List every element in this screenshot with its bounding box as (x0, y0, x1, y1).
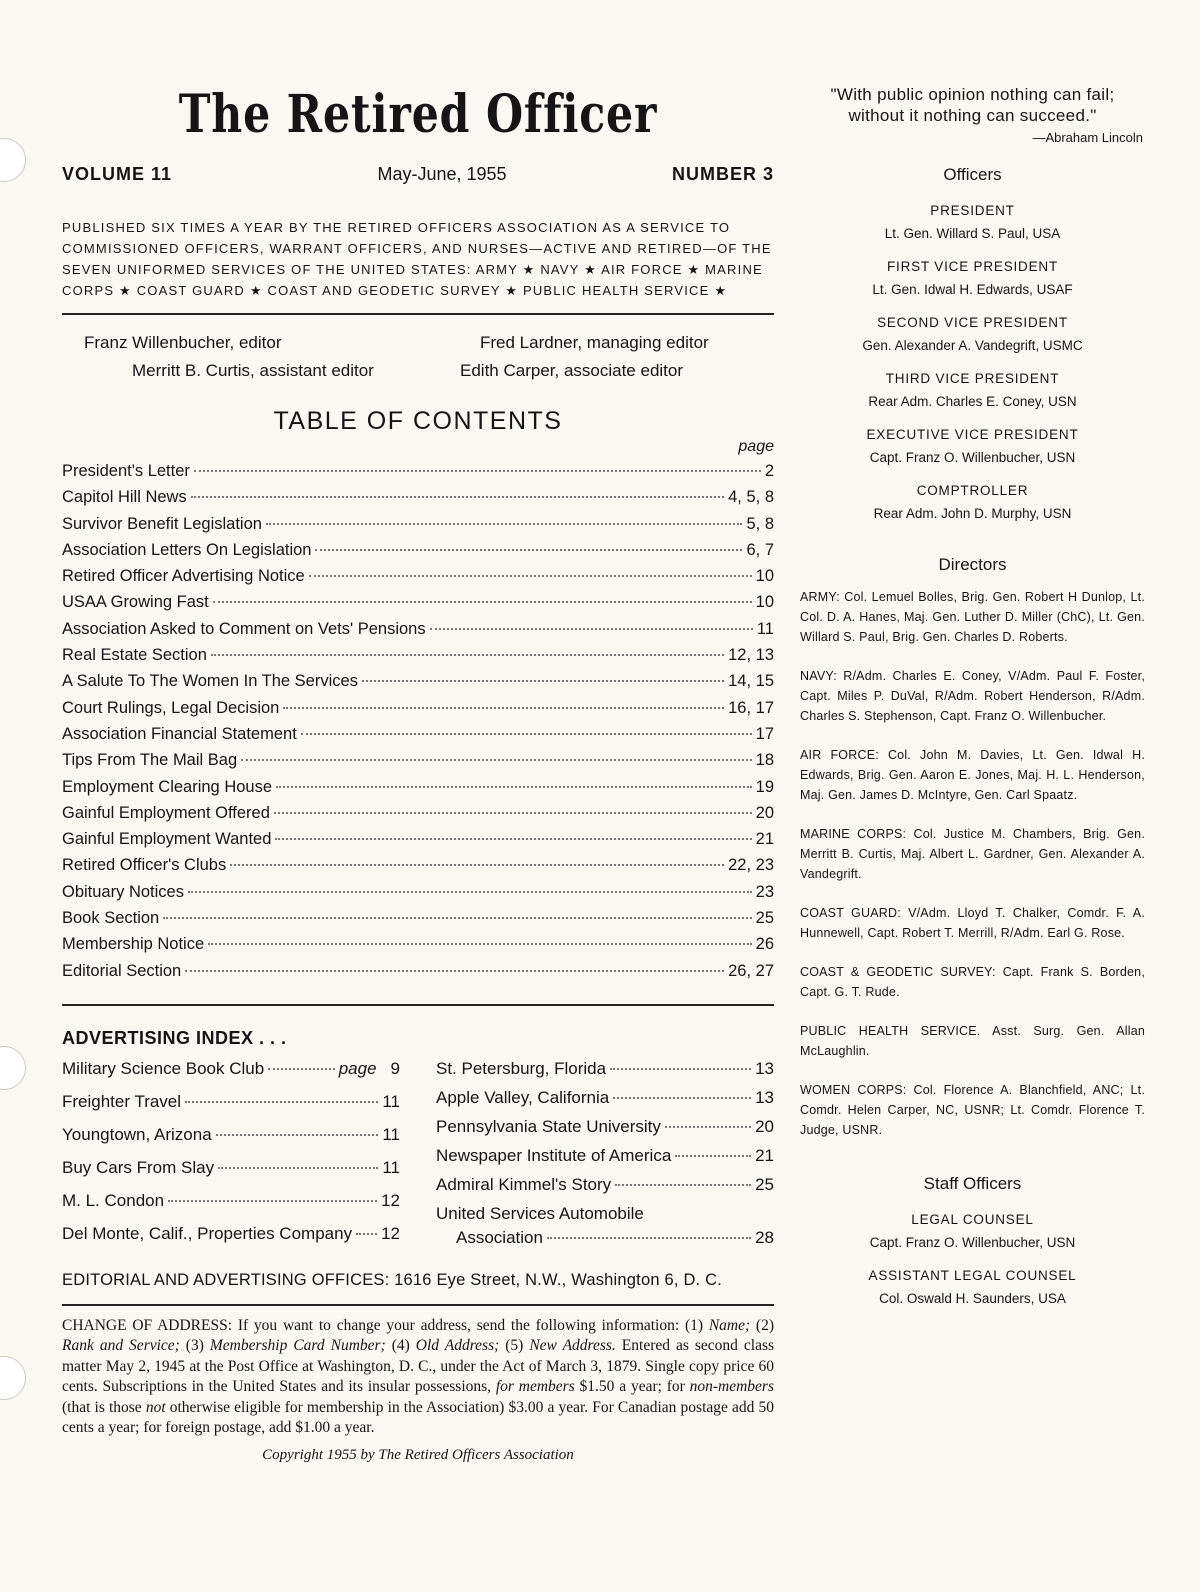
entry-page (382, 1092, 400, 1112)
entry-page (755, 1088, 774, 1108)
entry-label: Freighter Travel (62, 1091, 182, 1111)
page-number: 12 (381, 1223, 400, 1243)
publisher-statement: PUBLISHED SIX TIMES A YEAR BY THE RETIRED OFFICERS ASSOCIATION AS A SERVICE TO COMMISSIONED OFFICERS, WARRANT OFFICERS, AND NURSES—ACTIVE AND RETIRED—OF THE SEVEN UNIFORMED SERVICES OF THE UNITED STATES: ARMY ★ NAVY ★ AIR FORCE ★ MARINE CORPS ★ COAST GUARD ★ COAST AND GEODETIC SURVEY ★ PUBLIC HEALTH SERVICE ★ (62, 220, 772, 298)
leader-dots (168, 1200, 377, 1202)
leader-dots (211, 654, 724, 656)
change-of-address-notice: CHANGE OF ADDRESS: If you want to change your address, send the following information: (1) Name; (2) Rank and Service; (3) Membership Card Number; (4) Old Address; (5) New Address. Entered as second class matter May 2, 1945 at the Post Office at Washington, D. C., under the Act of March 3, 1879. Single copy price 60 cents. Subscriptions in the United States and its insular possessions, for members $1.50 a year; for non-members (that is those not otherwise eligible for membership in the Association) $3.00 a year. For Canadian postage add 50 cents a year; for foreign postage, add $1.00 a year. (62, 1316, 775, 1437)
page-number: 6, 7 (746, 540, 774, 559)
page-number: 18 (755, 751, 774, 770)
page-number: 23 (755, 882, 774, 901)
director-group: MARINE CORPS: Col. Justice M. Chambers, Brig. Gen. Merritt B. Curtis, Maj. Albert L. Gardner, Gen. Alexander A. Vandegrift. (800, 827, 1145, 881)
masthead-title: The Retired Officer (178, 84, 658, 145)
page-number: 10 (755, 593, 774, 612)
entry-page (756, 804, 774, 823)
leader-dots (268, 1068, 335, 1070)
entry-label: M. L. Condon (62, 1190, 165, 1210)
entry-page (381, 1224, 400, 1244)
officer-name: Rear Adm. Charles E. Coney, USN (868, 394, 1077, 409)
entry-label: Retired Officer Advertising Notice (62, 567, 305, 586)
entry-page (728, 646, 774, 665)
entry-page (382, 1158, 400, 1178)
leader-dots (191, 496, 724, 498)
page-number: 25 (755, 909, 774, 928)
page-number: 22, 23 (728, 856, 774, 875)
leader-dots (675, 1155, 751, 1157)
officer-name: Capt. Franz O. Willenbucher, USN (869, 450, 1076, 465)
entry-page (755, 1117, 774, 1137)
page-number: 26, 27 (728, 961, 774, 980)
entry-page (756, 567, 774, 586)
advertising-entry (436, 1059, 774, 1088)
entry-page (746, 515, 774, 534)
entry-page (755, 1146, 774, 1166)
leader-dots (275, 838, 751, 840)
leader-dots (185, 970, 724, 972)
page-number: 25 (755, 1174, 774, 1194)
toc-entry (62, 804, 774, 830)
director-group: COAST & GEODETIC SURVEY: Capt. Frank S. Borden, Capt. G. T. Rude. (800, 965, 1145, 999)
entry-label: USAA Growing Fast (62, 593, 209, 612)
quote-author: —Abraham Lincoln (1032, 130, 1143, 145)
binder-hole-middle (0, 1046, 26, 1090)
officer-title: FIRST VICE PRESIDENT (886, 259, 1059, 274)
staff-name: Col. Oswald H. Saunders, USA (879, 1291, 1066, 1306)
offices-address: EDITORIAL AND ADVERTISING OFFICES: 1616 Eye Street, N.W., Washington 6, D. C. (62, 1270, 723, 1289)
entry-page (756, 883, 774, 902)
entry-page (756, 830, 774, 849)
directors-list (800, 587, 1145, 1140)
divider (62, 313, 774, 315)
toc-entry (62, 751, 774, 777)
officer-title: COMPTROLLER (916, 483, 1029, 498)
entry-page (756, 778, 774, 797)
advertising-entry (436, 1146, 774, 1175)
volume-label: VOLUME 11 (62, 164, 173, 184)
page-number: 2 (764, 462, 774, 480)
advertising-left-column (62, 1059, 400, 1257)
officer-name: Lt. Gen. Idwal H. Edwards, USAF (872, 282, 1073, 297)
entry-label: Editorial Section (62, 961, 182, 980)
entry-page (756, 909, 774, 928)
leader-dots (430, 628, 753, 630)
director-group: ARMY: Col. Lemuel Bolles, Brig. Gen. Robert H Dunlop, Lt. Col. D. A. Hanes, Maj. Gen. Luther D. Miller (ChC), Lt. Gen. Willard S. Paul, Brig. Gen. Charles D. Roberts. (800, 590, 1145, 644)
leader-dots (208, 943, 752, 945)
entry-label: Court Rulings, Legal Decision (62, 698, 280, 717)
leader-dots (218, 1167, 378, 1169)
leader-dots (194, 470, 761, 472)
advertising-entry (436, 1088, 774, 1117)
entry-page (339, 1059, 400, 1079)
director-group: PUBLIC HEALTH SERVICE. Asst. Surg. Gen. Allan McLaughlin. (800, 1024, 1145, 1058)
page-number: 26 (755, 935, 774, 954)
advertising-entry (436, 1117, 774, 1146)
entry-page (746, 541, 774, 560)
entry-label: Del Monte, Calif., Properties Company (62, 1223, 353, 1243)
leader-dots (665, 1126, 751, 1128)
entry-label: Employment Clearing House (62, 777, 273, 796)
leader-dots (213, 601, 752, 603)
officer-name: Gen. Alexander A. Vandegrift, USMC (862, 338, 1083, 353)
leader-dots (276, 786, 752, 788)
advertising-index-title: ADVERTISING INDEX . . . (62, 1027, 287, 1048)
entry-page (765, 462, 774, 481)
issue-date: May-June, 1955 (377, 164, 507, 184)
entry-label: Military Science Book Club (62, 1058, 265, 1078)
leader-dots (283, 707, 724, 709)
managing-editor-name: Fred Lardner, managing editor (480, 333, 709, 352)
entry-label: Gainful Employment Wanted (62, 830, 272, 849)
advertising-entry (62, 1191, 400, 1224)
entry-label: Association Asked to Comment on Vets' Pensions (62, 619, 426, 638)
entry-label: Association Financial Statement (62, 724, 297, 743)
page-number: 16, 17 (728, 698, 774, 717)
right-column (800, 84, 1145, 1306)
director-group: NAVY: R/Adm. Charles E. Coney, V/Adm. Paul F. Foster, Capt. Miles P. DuVal, R/Adm. Robert Henderson, R/Adm. Charles S. Stephenson, Capt. Franz O. Willenbucher. (800, 669, 1145, 723)
leader-dots (356, 1233, 377, 1235)
entry-page (756, 725, 774, 744)
toc-page-header: page (738, 438, 774, 455)
leader-dots (230, 864, 724, 866)
page-number: 11 (756, 619, 774, 638)
entry-label: Survivor Benefit Legislation (62, 514, 262, 533)
leader-dots (266, 523, 743, 525)
toc-entry (62, 830, 774, 856)
entry-label: President's Letter (62, 462, 190, 480)
leader-dots (315, 549, 742, 551)
entry-label: Youngtown, Arizona (62, 1124, 212, 1144)
entry-page (755, 1175, 774, 1195)
entry-page (728, 699, 774, 718)
officer-name: Lt. Gen. Willard S. Paul, USA (884, 226, 1061, 241)
officer-title: THIRD VICE PRESIDENT (885, 371, 1060, 386)
page-number: 11 (382, 1157, 400, 1177)
page-number: 12, 13 (728, 646, 774, 665)
entry-label: Real Estate Section (62, 646, 207, 665)
entry-label: Admiral Kimmel's Story (436, 1174, 612, 1194)
advertising-entry: United Services Automobile (436, 1203, 644, 1223)
toc-entry (62, 883, 774, 909)
entry-label: Tips From The Mail Bag (62, 751, 238, 770)
page-number: 14, 15 (728, 672, 774, 691)
editor-name: Franz Willenbucher, editor (84, 333, 282, 352)
leader-dots (274, 812, 752, 814)
entry-label: Capitol Hill News (62, 488, 187, 507)
advertising-index (62, 1059, 774, 1257)
toc-title: TABLE OF CONTENTS (273, 407, 563, 435)
leader-dots (241, 759, 752, 761)
toc-entry (62, 541, 774, 567)
entry-page (757, 620, 774, 639)
page-word: page (338, 1058, 377, 1078)
entry-page (381, 1191, 400, 1211)
page-number: 11 (382, 1091, 400, 1111)
toc-entry (62, 462, 774, 488)
page-number: 21 (755, 830, 774, 849)
leader-dots (362, 680, 724, 682)
issue-info-row (62, 164, 774, 185)
entry-page (756, 751, 774, 770)
leader-dots (547, 1237, 751, 1239)
page-number: 11 (382, 1124, 400, 1144)
advertising-right-column (436, 1059, 774, 1257)
entry-label: Retired Officer's Clubs (62, 856, 227, 875)
entry-page (756, 593, 774, 612)
entry-label: Apple Valley, California (436, 1087, 610, 1107)
leader-dots (185, 1101, 378, 1103)
issue-number: NUMBER 3 (671, 164, 774, 184)
entry-page (755, 1059, 774, 1079)
toc-entry (62, 567, 774, 593)
entry-page (728, 856, 774, 875)
toc-entry (62, 488, 774, 514)
page-number: 20 (755, 803, 774, 822)
staff-officers-list (800, 1212, 1145, 1306)
staff-officers-heading: Staff Officers (923, 1174, 1022, 1193)
binder-hole-bottom (0, 1356, 26, 1400)
entry-label: Book Section (62, 909, 160, 928)
entry-label: Buy Cars From Slay (62, 1157, 215, 1177)
staff-name: Capt. Franz O. Willenbucher, USN (869, 1235, 1076, 1250)
toc-entry (62, 620, 774, 646)
officer-title: PRESIDENT (930, 203, 1015, 218)
directors-heading: Directors (938, 555, 1007, 574)
toc-entry (62, 672, 774, 698)
director-group: COAST GUARD: V/Adm. Lloyd T. Chalker, Comdr. F. A. Hunnewell, Capt. Robert T. Merrill, R/Adm. Earl G. Rose. (800, 906, 1145, 940)
leader-dots (615, 1184, 751, 1186)
leader-dots (301, 733, 752, 735)
entry-label: St. Petersburg, Florida (436, 1058, 607, 1078)
leader-dots (613, 1097, 751, 1099)
officer-name: Rear Adm. John D. Murphy, USN (873, 506, 1072, 521)
director-group: AIR FORCE: Col. John M. Davies, Lt. Gen. Idwal H. Edwards, Brig. Gen. Aaron E. Jones, Maj. H. L. Henderson, Maj. Gen. James D. McIntyre, Gen. Carl Spaatz. (800, 748, 1145, 802)
entry-label: Pennsylvania State University (436, 1116, 661, 1136)
staff-title: LEGAL COUNSEL (911, 1212, 1034, 1227)
page-number: 10 (755, 567, 774, 586)
officers-heading: Officers (943, 165, 1002, 184)
director-group: WOMEN CORPS: Col. Florence A. Blanchfield, ANC; Lt. Comdr. Helen Carper, NC, USNR; Lt. Comdr. Florence T. Judge, USNR. (800, 1083, 1145, 1137)
advertising-entry: Association 28 (456, 1227, 774, 1247)
toc-entry (62, 699, 774, 725)
toc-entry (62, 646, 774, 672)
divider (62, 1304, 774, 1306)
entry-label: A Salute To The Women In The Services (62, 672, 358, 691)
page-number: 13 (755, 1087, 774, 1107)
lincoln-quote: "With public opinion nothing can fail; without it nothing can succeed." (830, 85, 1115, 125)
page-number: 5, 8 (746, 514, 774, 533)
advertising-entry (62, 1125, 400, 1158)
entry-label: Obituary Notices (62, 882, 184, 901)
entry-label: Gainful Employment Offered (62, 803, 270, 822)
advertising-entry (62, 1224, 400, 1257)
entry-label: Membership Notice (62, 935, 205, 954)
entry-page (756, 935, 774, 954)
advertising-entry (436, 1175, 774, 1204)
toc-entry (62, 778, 774, 804)
entry-page (728, 488, 774, 507)
leader-dots (163, 917, 751, 919)
copyright-line: Copyright 1955 by The Retired Officers Association (262, 1446, 574, 1463)
assistant-editor-name: Merritt B. Curtis, assistant editor (132, 361, 374, 380)
officer-title: EXECUTIVE VICE PRESIDENT (866, 427, 1079, 442)
advertising-entry (62, 1158, 400, 1191)
toc-list (62, 462, 774, 988)
page-number: 9 (390, 1058, 400, 1078)
associate-editor-name: Edith Carper, associate editor (460, 361, 684, 380)
binder-hole-top (0, 138, 26, 182)
toc-entry (62, 856, 774, 882)
left-column (62, 80, 774, 1464)
page-number: 20 (755, 1116, 774, 1136)
entry-page (728, 672, 774, 691)
entry-page (382, 1125, 400, 1145)
page-number: 17 (755, 724, 774, 743)
leader-dots (309, 575, 752, 577)
officer-title: SECOND VICE PRESIDENT (877, 315, 1068, 330)
advertising-entry (62, 1059, 400, 1092)
officers-list (800, 203, 1145, 521)
toc-entry (62, 515, 774, 541)
toc-entry (62, 593, 774, 619)
entry-page (728, 962, 774, 981)
page-number: 12 (381, 1190, 400, 1210)
entry-label: Association Letters On Legislation (62, 540, 312, 559)
divider (62, 1004, 774, 1006)
entry-label: Newspaper Institute of America (436, 1145, 672, 1165)
leader-dots (188, 891, 752, 893)
leader-dots (216, 1134, 379, 1136)
toc-entry (62, 962, 774, 988)
leader-dots (610, 1068, 751, 1070)
page-number: 21 (755, 1145, 774, 1165)
page-number: 19 (755, 777, 774, 796)
page-number: 4, 5, 8 (728, 488, 774, 507)
page-number: 13 (755, 1058, 774, 1078)
editors-block (62, 333, 774, 381)
toc-entry (62, 909, 774, 935)
staff-title: ASSISTANT LEGAL COUNSEL (868, 1268, 1077, 1283)
toc-entry (62, 935, 774, 961)
toc-entry (62, 725, 774, 751)
advertising-entry (62, 1092, 400, 1125)
